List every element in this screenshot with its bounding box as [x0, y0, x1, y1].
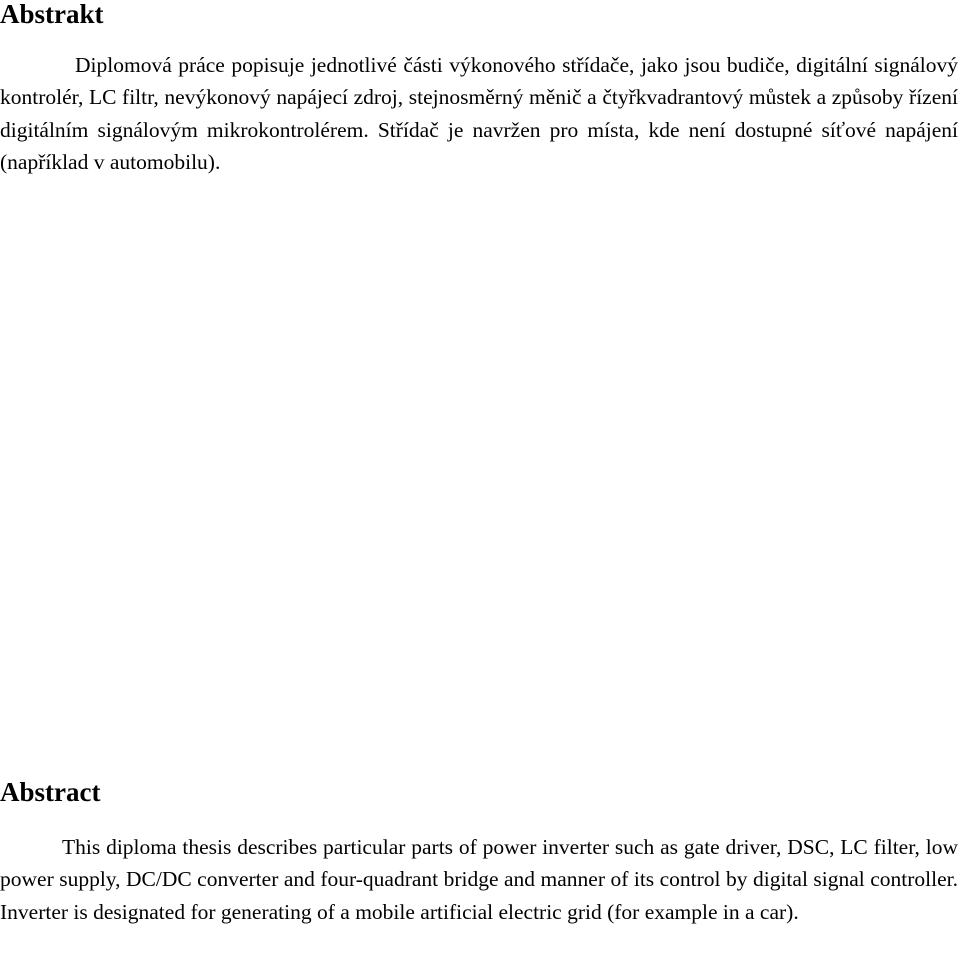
- english-abstract-paragraph: This diploma thesis describes particular parts of power inverter such as gate driver, DSC, LC filter, low power supply, DC/DC converter and four-quadrant bridge and manner of its control by digital signal controller. Inverter is designated for generating of a mobile artificial electric grid (for example in a car).: [0, 835, 958, 924]
- english-abstract-heading: Abstract: [0, 777, 101, 807]
- czech-abstract-heading: Abstrakt: [0, 0, 104, 29]
- czech-abstract-section: [0, 0, 958, 179]
- english-abstract-section: [0, 776, 958, 928]
- czech-abstract-paragraph: Diplomová práce popisuje jednotlivé části výkonového střídače, jako jsou budiče, digitální signálový kontrolér, LC filtr, nevýkonový napájecí zdroj, stejnosměrný měnič a čtyřkvadrantový můstek a způsoby řízení digitálním signálovým mikrokontrolérem. Střídač je navržen pro místa, kde není dostupné síťové napájení (například v automobilu).: [0, 53, 958, 175]
